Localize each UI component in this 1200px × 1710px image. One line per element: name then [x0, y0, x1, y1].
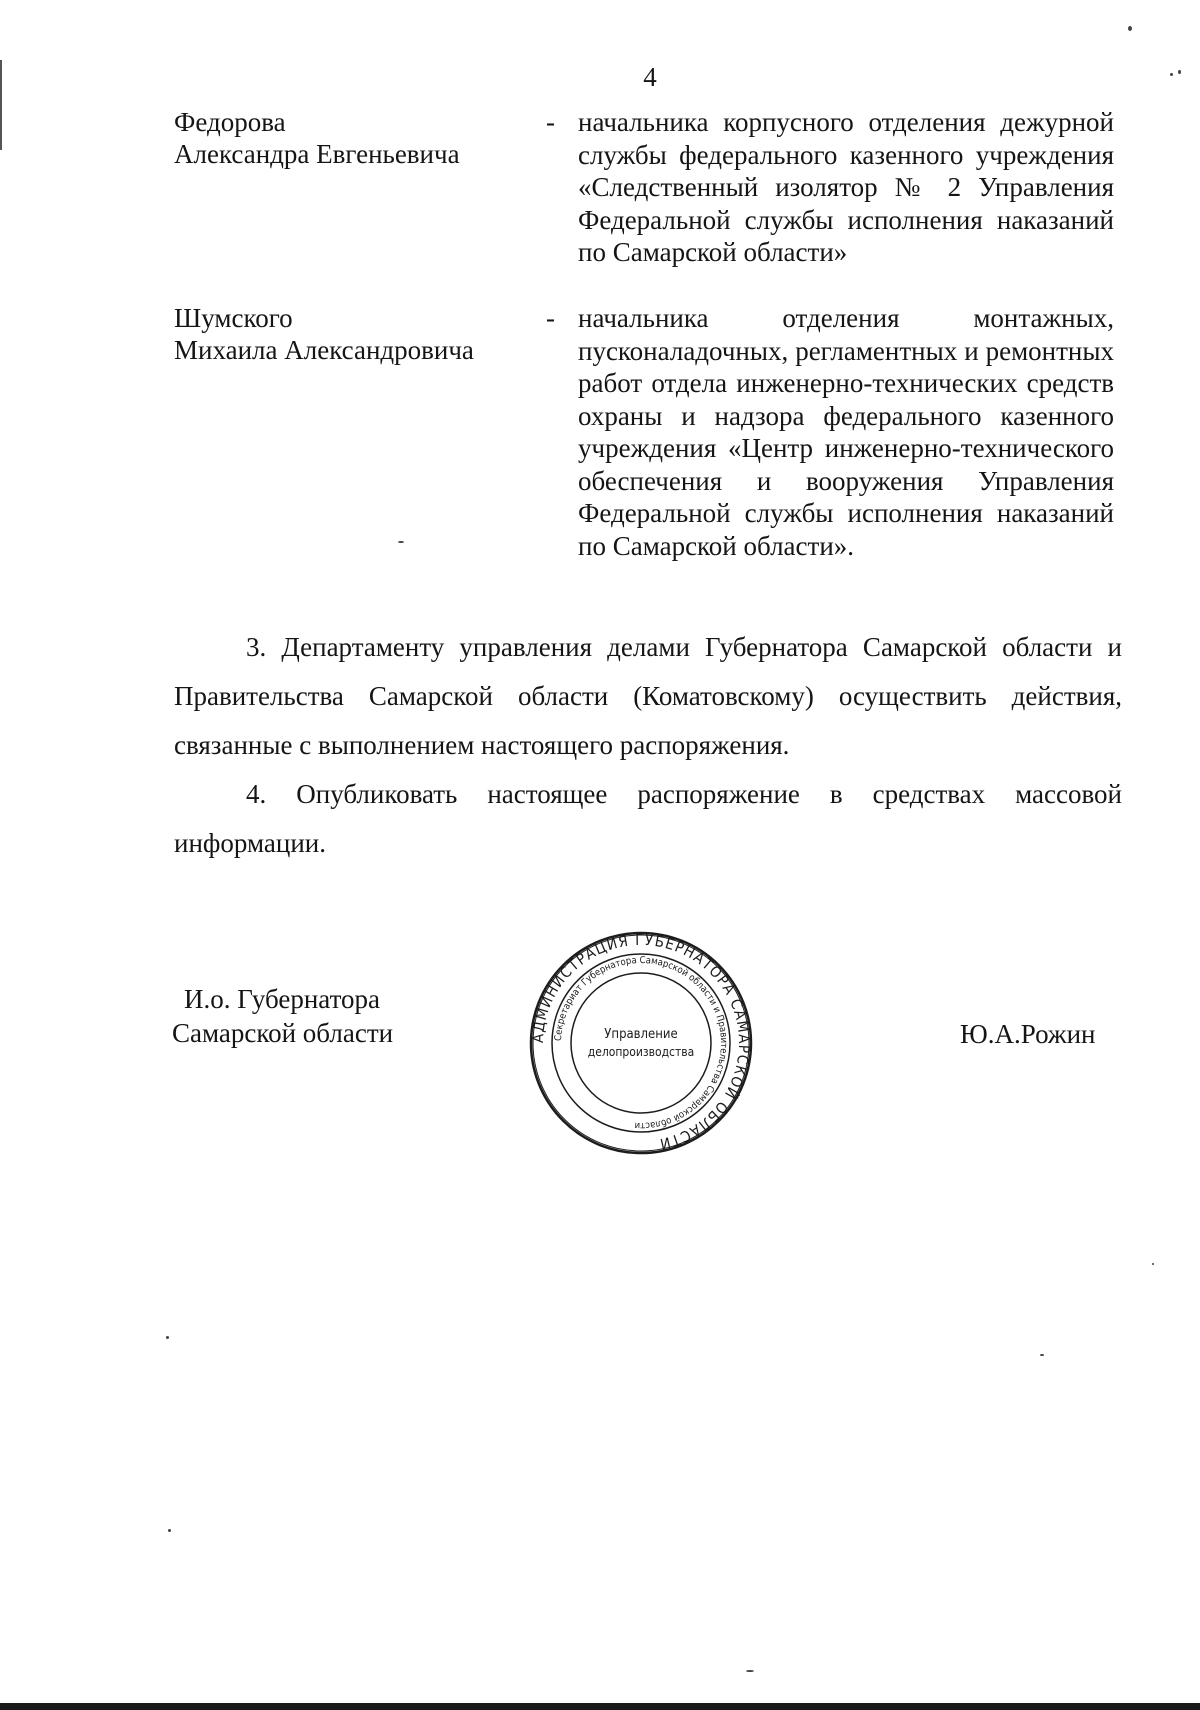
stamp-center-line2: делопроизводства — [587, 1045, 695, 1059]
appointee-given-names: Александра Евгеньевича — [174, 139, 460, 169]
appointee-position: начальника отделения монтажных, пусконаладочных, регламентных и ремонтных работ отдела инженерно-технических средств охраны и надзора федерального казенного учреждения «Центр инженерно-технического обеспечения и вооружения Управления Федеральной службы исполнения наказаний по Самарской области». — [578, 303, 1114, 561]
appointee-name — [174, 106, 534, 170]
scan-speck — [1128, 26, 1132, 31]
entry-dash: - — [546, 303, 555, 333]
appointee-given-names: Михаила Александровича — [174, 335, 474, 365]
appointee-surname: Шумского — [174, 303, 293, 333]
scan-speck — [1178, 70, 1181, 74]
signatory-title — [172, 982, 472, 1050]
page-number: 4 — [643, 62, 657, 92]
appointee-name — [174, 302, 534, 366]
stamp-center-line1: Управление — [604, 1027, 678, 1042]
paragraph-4: 4. Опубликовать настоящее распоряжение в средствах массовой информации. — [174, 779, 1122, 858]
entry-dash: - — [546, 107, 555, 137]
scan-speck — [398, 541, 404, 543]
signatory-title-line2: Самарской области — [172, 1018, 394, 1048]
scan-speck — [166, 1336, 169, 1339]
signatory-title-line1: И.о. Губернатора — [184, 984, 381, 1014]
scan-speck — [1152, 1263, 1154, 1265]
stamp-outer-text: АДМИНИСТРАЦИЯ ГУБЕРНАТОРА САМАРСКОЙ ОБЛАСТИ — [528, 930, 754, 1154]
scan-bottom-edge — [0, 1703, 1200, 1710]
stamp-inner-text: Секретариат Губернатора Самарской области и Правительства Самарской области — [552, 954, 730, 1132]
scan-speck — [1040, 1354, 1044, 1356]
appointee-surname: Федорова — [174, 107, 286, 137]
scan-speck — [746, 1670, 754, 1672]
scan-speck — [168, 1529, 171, 1532]
signatory-name: Ю.А.Рожин — [960, 1019, 1096, 1049]
official-stamp — [528, 930, 754, 1156]
scan-speck — [1170, 73, 1173, 76]
paragraph-3: 3. Департаменту управления делами Губернатора Самарской области и Правительства Самарской области (Коматовскому) осуществить действия, связанные с выполнением настоящего распоряжения. — [174, 632, 1122, 760]
scan-edge-mark — [0, 60, 2, 150]
appointee-position: начальника корпусного отделения дежурной службы федерального казенного учреждения «Следственный изолятор № 2 Управления Федеральной службы исполнения наказаний по Самарской области» — [578, 107, 1114, 267]
